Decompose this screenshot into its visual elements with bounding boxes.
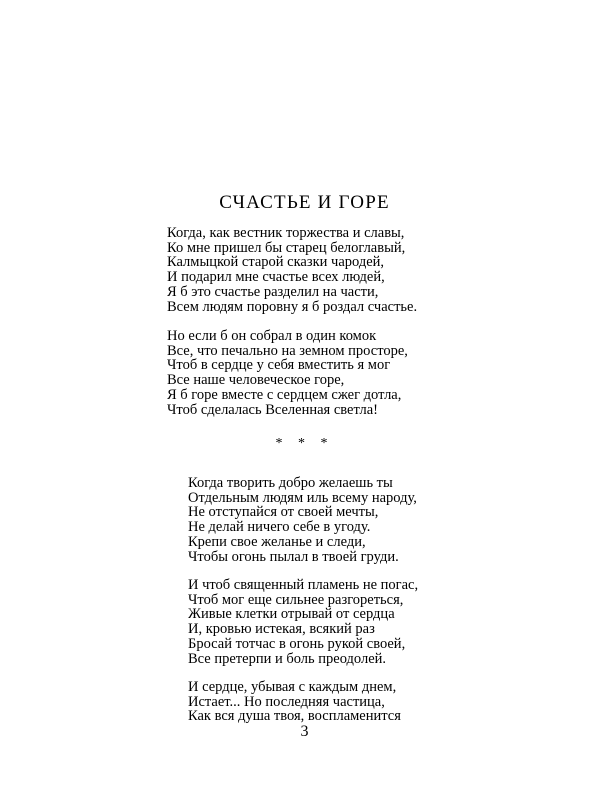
verse-line: И подарил мне счастье всех людей,: [167, 269, 385, 286]
verse-line: Все претерпи и боль преодолей.: [188, 650, 387, 667]
verse-line: Чтоб мог еще сильнее разгореться,: [188, 591, 404, 608]
verse-line: Когда творить добро желаешь ты: [188, 475, 393, 491]
verse-line: Не отступайся от своей мечты,: [188, 504, 379, 521]
verse-line: И сердце, убывая с каждым днем,: [188, 679, 397, 695]
verse-line: Калмыцкой старой сказки чародей,: [167, 254, 385, 271]
verse-line: Отдельным людям иль всему народу,: [188, 489, 417, 506]
verse-line: Когда, как вестник торжества и славы,: [167, 225, 405, 241]
section-separator: * * *: [275, 436, 334, 451]
verse-line: Чтобы огонь пылал в твоей груди.: [188, 548, 399, 565]
verse-line: Бросай тотчас в огонь рукой своей,: [188, 635, 406, 652]
verse-line: Ко мне пришел бы старец белоглавый,: [167, 239, 406, 256]
page-number: 3: [300, 723, 309, 740]
verse-line: Чтоб сделалась Вселенная светла!: [167, 401, 378, 418]
poem2-stanza-2: [188, 578, 418, 666]
verse-line: Живые клетки отрывай от сердца: [188, 606, 395, 623]
verse-line: Всем людям поровну я б роздал счастье.: [167, 298, 418, 315]
poem-title: СЧАСТЬЕ И ГОРЕ: [219, 192, 390, 213]
verse-line: Все наше человеческое горе,: [167, 372, 345, 389]
verse-line: Я б это счастье разделил на части,: [167, 283, 379, 300]
poem1-stanza-2: [167, 329, 408, 417]
verse-line: Не делай ничего себе в угоду.: [188, 519, 371, 536]
verse-line: Истает... Но последняя частица,: [188, 693, 385, 710]
verse-line: Но если б он собрал в один комок: [167, 328, 377, 344]
verse-line: И чтоб священный пламень не погас,: [188, 577, 419, 593]
verse-line: Чтоб в сердце у себя вместить я мог: [167, 357, 391, 374]
verse-line: Крепи свое желанье и следи,: [188, 533, 366, 550]
poem2-stanza-3: [188, 680, 401, 724]
poem1-stanza-1: [167, 226, 417, 314]
verse-line: Как вся душа твоя, воспламенится: [188, 708, 401, 725]
poem2-stanza-1: [188, 476, 417, 564]
verse-line: И, кровью истекая, всякий раз: [188, 621, 375, 638]
verse-line: Я б горе вместе с сердцем сжег дотла,: [167, 386, 402, 403]
verse-line: Все, что печально на земном просторе,: [167, 342, 408, 359]
